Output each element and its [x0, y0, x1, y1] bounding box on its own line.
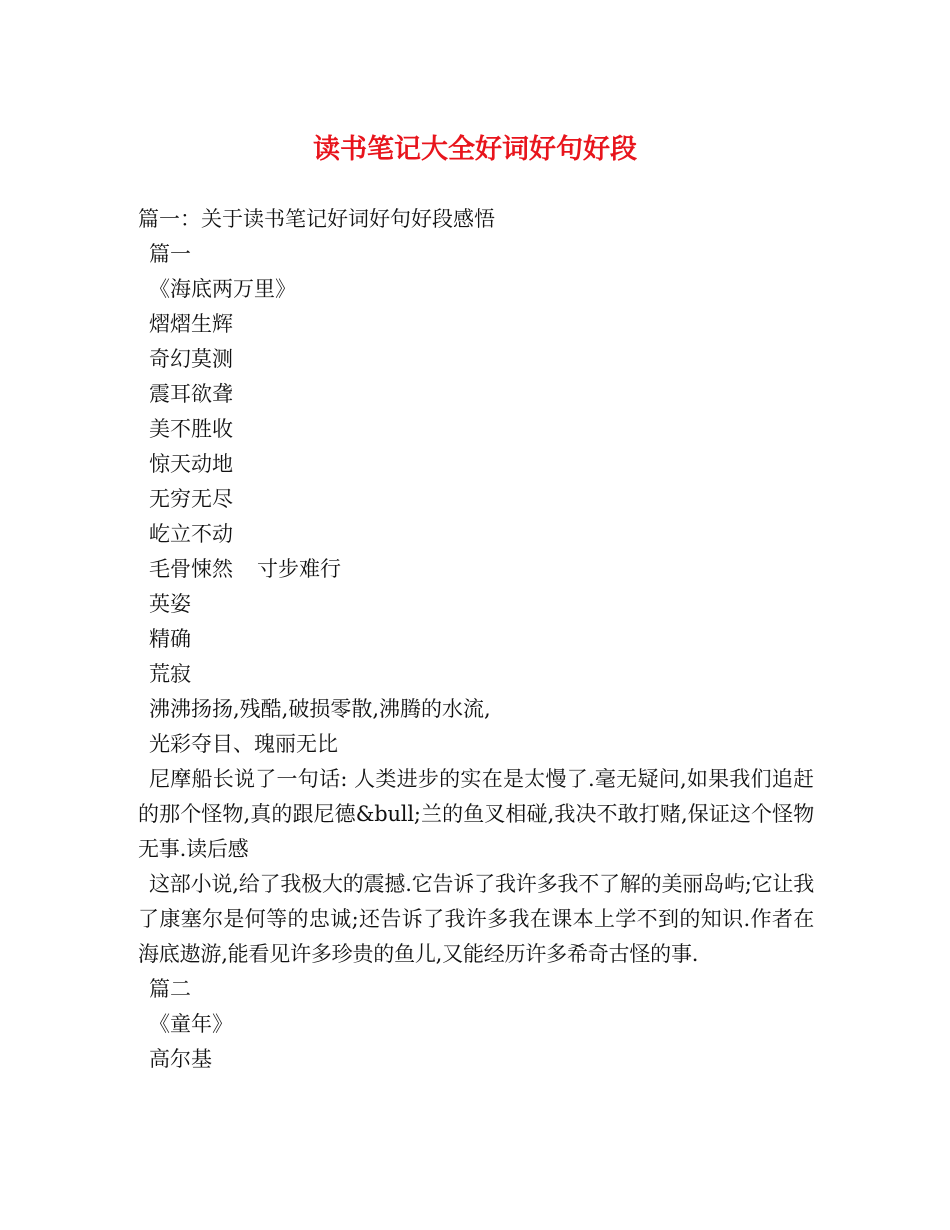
section-heading: 篇一：关于读书笔记好词好句好段感悟	[138, 207, 495, 231]
word-item: 美不胜收	[149, 417, 233, 441]
word-item: 奇幻莫测	[149, 347, 233, 371]
quote-paragraph: 尼摩船长说了一句话: 人类进步的实在是太慢了.毫无疑问,如果我们追赶的那个怪物,真的跟尼德&bull;兰的鱼叉相碰,我决不敢打赌,保证这个怪物无事.读后感	[138, 767, 814, 861]
word-item: 无穷无尽	[149, 487, 233, 511]
part2-author: 高尔基	[149, 1047, 212, 1071]
word-item: 惊天动地	[149, 452, 233, 476]
part1-book-title: 《海底两万里》	[149, 277, 296, 301]
phrase-line: 沸沸扬扬,残酷,破损零散,沸腾的水流,	[149, 697, 491, 721]
word-item: 荒寂	[149, 662, 191, 686]
word-item: 寸步难行	[257, 557, 341, 581]
word-item: 英姿	[149, 592, 191, 616]
word-item: 屹立不动	[149, 522, 233, 546]
document-title: 读书笔记大全好词好句好段	[313, 134, 637, 165]
word-item: 熠熠生辉	[149, 312, 233, 336]
part2-label: 篇二	[149, 977, 191, 1001]
word-item: 毛骨悚然	[149, 557, 233, 581]
document-body	[138, 202, 814, 1077]
word-pair	[138, 552, 814, 587]
word-item: 精确	[149, 627, 191, 651]
part2-book-title: 《童年》	[149, 1012, 233, 1036]
phrase-line: 光彩夺目、瑰丽无比	[149, 732, 338, 756]
word-item: 震耳欲聋	[149, 382, 233, 406]
part1-label: 篇一	[149, 242, 191, 266]
review-paragraph: 这部小说,给了我极大的震撼.它告诉了我许多我不了解的美丽岛屿;它让我了康塞尔是何等的忠诚;还告诉了我许多我在课本上学不到的知识.作者在海底遨游,能看见许多珍贵的鱼儿,又能经历许多希奇古怪的事.	[138, 872, 814, 966]
